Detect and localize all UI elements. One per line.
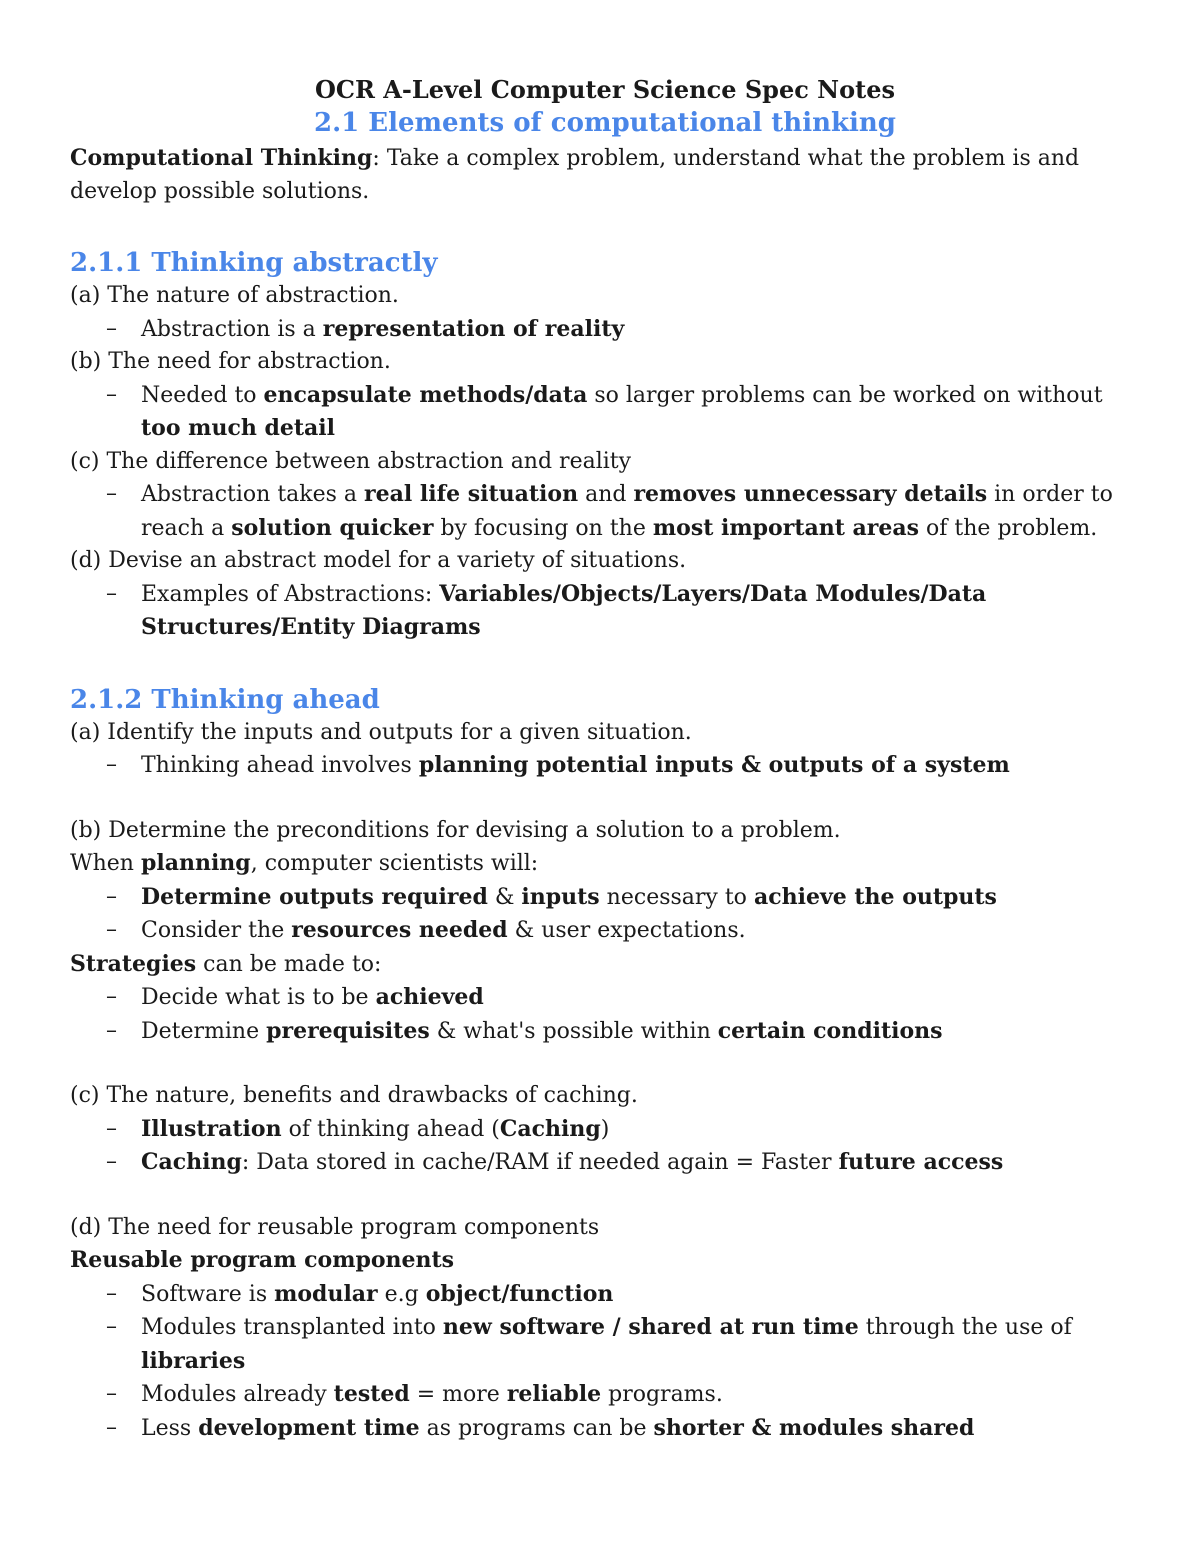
bullet-list xyxy=(70,1278,1140,1446)
section-heading-2-1-2: 2.1.2 Thinking ahead xyxy=(70,684,380,715)
bullet-item: – Modules transplanted into new software / shared at run time through the use of libraries xyxy=(70,1311,1140,1378)
item-label: (b) Determine the preconditions for devising a solution to a problem. xyxy=(70,817,841,843)
document-page xyxy=(70,72,1140,1445)
bullet-list xyxy=(70,1113,1140,1180)
item-label: (d) Devise an abstract model for a variety of situations. xyxy=(70,548,687,573)
bullet-item: – Decide what is to be achieved xyxy=(70,981,1140,1015)
bullet-list xyxy=(70,313,1140,347)
bullet-list xyxy=(70,578,1140,645)
document-title: OCR A-Level Computer Science Spec Notes xyxy=(315,75,895,104)
paragraph: Strategies can be made to: xyxy=(70,950,382,977)
bullet-list xyxy=(70,981,1140,1048)
item-label: (c) The nature, benefits and drawbacks of caching. xyxy=(70,1083,638,1108)
bullet-item: – Determine outputs required & inputs necessary to achieve the outputs xyxy=(70,881,1140,915)
intro-paragraph xyxy=(70,142,1140,208)
intro-text: : Take a complex problem, understand what the problem is and develop possible solutions. xyxy=(70,146,1080,204)
item-label: (d) The need for reusable program components xyxy=(70,1214,600,1240)
document-subtitle: 2.1 Elements of computational thinking xyxy=(314,108,896,138)
bullet-list xyxy=(70,881,1140,948)
bullet-list xyxy=(70,379,1140,446)
item-label: (c) The difference between abstraction and reality xyxy=(70,448,632,474)
item-label: (a) The nature of abstraction. xyxy=(70,283,399,308)
bullet-list xyxy=(70,478,1140,545)
paragraph: Reusable program components xyxy=(70,1247,455,1273)
bullet-list xyxy=(70,749,1140,783)
item-label: (a) Identify the inputs and outputs for a given situation. xyxy=(70,719,692,745)
bullet-item: – Software is modular e.g object/function xyxy=(70,1278,1140,1312)
bullet-item: – Abstraction takes a real life situation and removes unnecessary details in order to reach a solution quicker by focusing on the most important areas of the problem. xyxy=(70,478,1140,545)
bullet-item: – Examples of Abstractions: Variables/Objects/Layers/Data Modules/Data Structures/Entity Diagrams xyxy=(70,578,1140,645)
paragraph: When planning, computer scientists will: xyxy=(70,850,539,876)
bullet-item: – Abstraction is a representation of reality xyxy=(70,313,1140,347)
bullet-item: – Illustration of thinking ahead (Caching) xyxy=(70,1113,1140,1147)
section-heading-2-1-1: 2.1.1 Thinking abstractly xyxy=(70,248,438,278)
bullet-item: – Determine prerequisites & what's possible within certain conditions xyxy=(70,1015,1140,1049)
bullet-item: – Needed to encapsulate methods/data so larger problems can be worked on without too much detail xyxy=(70,379,1140,446)
item-label: (b) The need for abstraction. xyxy=(70,349,391,374)
bullet-item: – Less development time as programs can be shorter & modules shared xyxy=(70,1412,1140,1446)
bullet-item: – Thinking ahead involves planning potential inputs & outputs of a system xyxy=(70,749,1140,783)
bullet-item: – Modules already tested = more reliable programs. xyxy=(70,1378,1140,1412)
intro-term: Computational Thinking xyxy=(70,145,373,171)
bullet-item: – Consider the resources needed & user expectations. xyxy=(70,914,1140,948)
bullet-item: – Caching: Data stored in cache/RAM if needed again = Faster future access xyxy=(70,1146,1140,1180)
